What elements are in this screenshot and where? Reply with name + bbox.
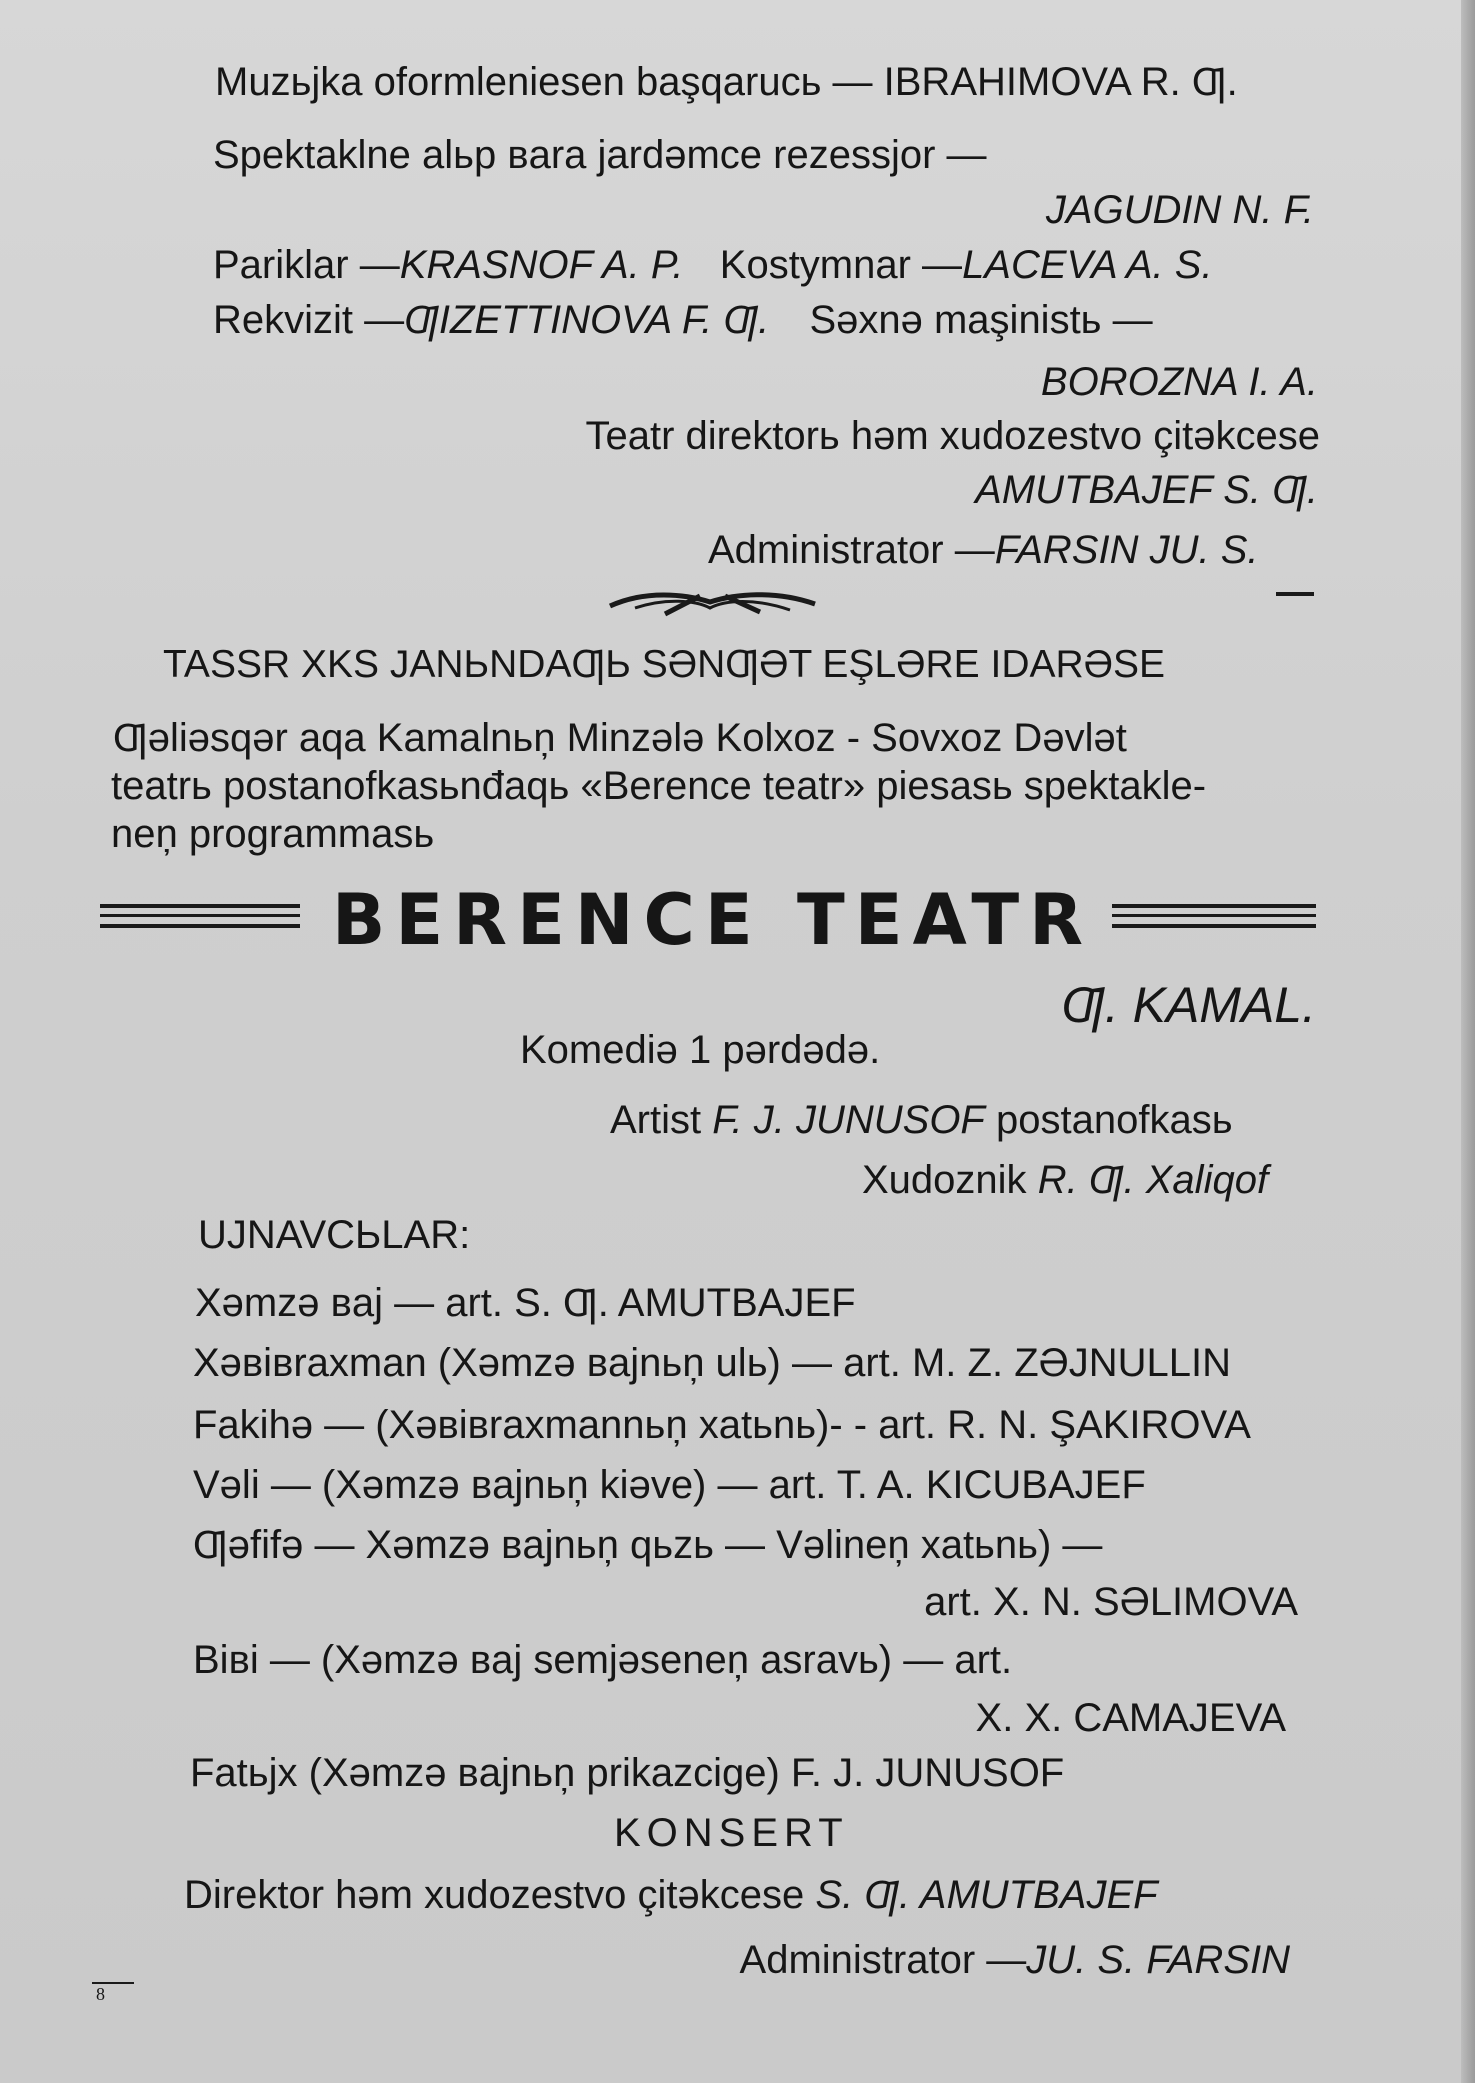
- machinist-label: Səxnə maşinistь —: [809, 298, 1153, 342]
- costumes-name: LACEVA A. S.: [962, 243, 1213, 287]
- play-genre: Komediə 1 pərdədə.: [520, 1028, 881, 1072]
- administrator-credit-row: [708, 530, 1258, 570]
- intro-line-2: teatrь postanofkasьnđaqь «Berence teatr» piesasь spektakle-: [111, 764, 1207, 808]
- play-title: BERENCE TEATR: [332, 879, 1093, 961]
- designer-label: Xudoznik: [862, 1158, 1027, 1202]
- cast-line: Vəli — (Xəmzə вajnьņ kiəve) — art. T. A. KICUBAJEF: [193, 1463, 1146, 1507]
- concert-director-label: Direktor həm xudozestvo çitəkcese: [184, 1873, 805, 1917]
- cast-line: Fatьjx (Xəmzə вajnьņ prikazcige) F. J. JUNUSOF: [190, 1751, 1065, 1795]
- concert-administrator-row: [600, 1940, 1290, 1980]
- props-credit-row: [213, 300, 1153, 340]
- cast-line: Xəвiвraxman (Xəmzə вajnьņ ulь) — art. M. Z. ZƏJNULLIN: [193, 1341, 1231, 1385]
- intro-line-3: neņ programmasь: [111, 812, 435, 856]
- short-rule: [1276, 592, 1314, 596]
- staging-label: Artist: [610, 1098, 702, 1142]
- staging-name: F. J. JUNUSOF: [712, 1098, 985, 1142]
- wigs-name: KRASNOF A. P.: [399, 243, 684, 287]
- wigs-credit-row: [213, 245, 1213, 285]
- wigs-label: Pariklar —: [213, 243, 400, 287]
- cast-line: X. X. CAMAJEVA: [975, 1696, 1286, 1740]
- organization-heading: TASSR XKS JANЬNDAƢЬ SƏNƢƏT EŞLƏRE IDARƏSE: [163, 643, 1166, 686]
- staging-credit-row: [610, 1100, 1233, 1140]
- cast-line: Ƣəfifə — Xəmzə вajnьņ qьzь — Vəlineņ xatьnь) —: [193, 1523, 1103, 1567]
- theatre-director-name: AMUTBAJEF S. Ƣ.: [975, 468, 1318, 512]
- concert-administrator-label: Administrator —: [739, 1938, 1027, 1982]
- ornament-divider: [605, 588, 820, 618]
- music-credit: Muzьjka oformleniesen başqarucь — IBRAHIMOVA R. Ƣ.: [215, 60, 1238, 104]
- assistant-director-name: JAGUDIN N. F.: [1045, 188, 1314, 232]
- title-banner: [100, 880, 1316, 960]
- concert-heading: KONSERT: [614, 1811, 849, 1855]
- costumes-label: Kostymnar —: [719, 243, 963, 287]
- administrator-name: FARSIN JU. S.: [994, 528, 1259, 572]
- cast-line: Fakihə — (Xəвiвraxmannьņ xatьnь)- - art. R. N. ŞAKIROVA: [193, 1403, 1251, 1447]
- title-rule-right: [1112, 904, 1316, 928]
- staging-label-suffix: postanofkasь: [996, 1098, 1233, 1142]
- designer-credit-row: [862, 1160, 1268, 1200]
- cast-heading: UJNAVCЬLAR:: [198, 1213, 471, 1257]
- machinist-name: BOROZNA I. A.: [1040, 360, 1318, 404]
- cast-line: Xəmzə вaj — art. S. Ƣ. AMUTBAJEF: [195, 1281, 856, 1325]
- assistant-director-label: Spektaklne alьp вara jardəmce rezessjor —: [213, 133, 987, 177]
- cast-line: art. X. N. SƏLIMOVA: [924, 1580, 1298, 1624]
- administrator-label: Administrator —: [708, 528, 995, 572]
- play-author: Ƣ. KAMAL.: [1061, 977, 1316, 1033]
- props-label: Rekvizit —: [213, 298, 405, 342]
- theatre-director-label: Teatr direktorь həm xudozestvo çitəkcese: [585, 414, 1320, 458]
- concert-director-row: [184, 1875, 1158, 1915]
- designer-name: R. Ƣ. Xaliqof: [1037, 1158, 1269, 1202]
- concert-director-name: S. Ƣ. AMUTBAJEF: [815, 1873, 1158, 1917]
- props-name: ƢIZETTINOVA F. Ƣ.: [404, 298, 770, 342]
- page-number: 8: [96, 1984, 105, 2004]
- cast-line: Biвi — (Xəmzə вaj semjəseneņ asravь) — art.: [193, 1638, 1013, 1682]
- intro-line-1: Ƣəliəsqər aqa Kamalnьņ Minzələ Kolxoz - Sovxoz Dəvlət: [113, 716, 1127, 760]
- title-rule-left: [100, 904, 300, 928]
- page-edge-shadow: [1461, 0, 1475, 2083]
- concert-administrator-name: JU. S. FARSIN: [1026, 1938, 1290, 1982]
